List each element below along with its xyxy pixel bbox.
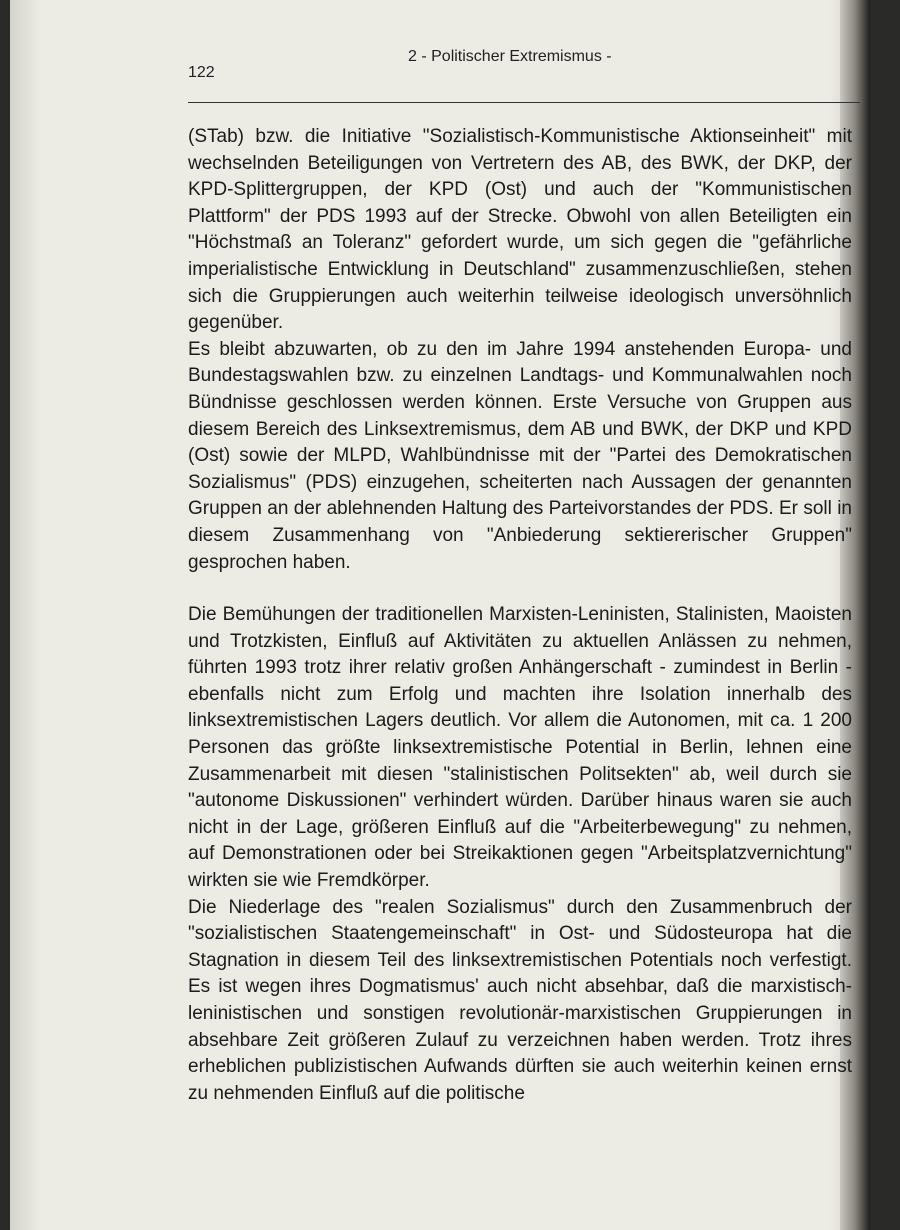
body-text (188, 124, 852, 1107)
paragraph: Die Bemühungen der traditionellen Marxisten-Leninisten, Stalinisten, Maoisten und Trotzkisten, Einfluß auf Aktivitäten zu aktuellen Anlässen zu nehmen, führten 1993 trotz ihrer relativ großen Anhängerschaft - zumindest in Berlin - ebenfalls nicht zum Erfolg und machten ihre Isolation innerhalb des linksextremistischen Lagers deutlich. Vor allem die Autonomen, mit ca. 1 200 Personen das größte linksextremistische Potential in Berlin, lehnen eine Zusammenarbeit mit diesen "stalinistischen Politsekten" ab, weil durch sie "autonome Diskussionen" verhindert würden. Darüber hinaus waren sie auch nicht in der Lage, größeren Einfluß auf die "Arbeiterbewegung" zu nehmen, auf Demonstrationen oder bei Streikaktionen gegen "Arbeitsplatzvernichtung" wirkten sie wie Fremdkörper. (188, 604, 852, 892)
page-header (180, 44, 860, 104)
paragraph: (STab) bzw. die Initiative "Sozialistisch-Kommunistische Aktionseinheit" mit wechselnden Beteiligungen von Vertretern des AB, des BWK, der DKP, der KPD-Splittergruppen, der KPD (Ost) und auch der "Kommunistischen Plattform" der PDS 1993 auf der Strecke. Obwohl von allen Beteiligten ein "Höchstmaß an Toleranz" gefordert wurde, um sich gegen die "gefährliche imperialistische Entwicklung in Deutschland" zusammenzuschließen, stehen sich die Gruppierungen auch weiterhin teilweise ideologisch unversöhnlich gegenüber. (188, 126, 852, 334)
paragraph: Die Niederlage des "realen Sozialismus" durch den Zusammenbruch der "sozialistischen Staatengemeinschaft" in Ost- und Südosteuropa hat die Stagnation in diesem Teil des linksextremistischen Potentials noch verfestigt. Es ist wegen ihres Dogmatismus' auch nicht absehbar, daß die marxistisch-leninistischen und sonstigen revolutionär-marxistischen Gruppierungen in absehbare Zeit größeren Zulauf zu verzeichnen haben werden. Trotz ihres erheblichen publizistischen Aufwands dürften sie auch weiterhin keinen ernst zu nehmenden Einfluß auf die politische (188, 896, 852, 1104)
page-number: 122 (188, 64, 215, 81)
header-rule (188, 102, 860, 103)
running-head: 2 - Politischer Extremismus - (408, 48, 612, 65)
paragraph: Es bleibt abzuwarten, ob zu den im Jahre 1994 anstehenden Europa- und Bundestagswahlen bzw. zu einzelnen Landtags- und Kommunalwahlen noch Bündnisse geschlossen werden können. Erste Versuche von Gruppen aus diesem Bereich des Linksextremismus, dem AB und BWK, der DKP und KPD (Ost) sowie der MLPD, Wahlbündnisse mit der "Partei des Demokratischen Sozialismus" (PDS) einzugehen, scheiterten nach Aussagen der genannten Gruppen an der ablehnenden Haltung des Parteivorstandes der PDS. Er soll in diesem Zusammenhang von "Anbiederung sektiererischer Gruppen" gesprochen haben. (188, 338, 852, 573)
book-page (10, 0, 870, 1230)
